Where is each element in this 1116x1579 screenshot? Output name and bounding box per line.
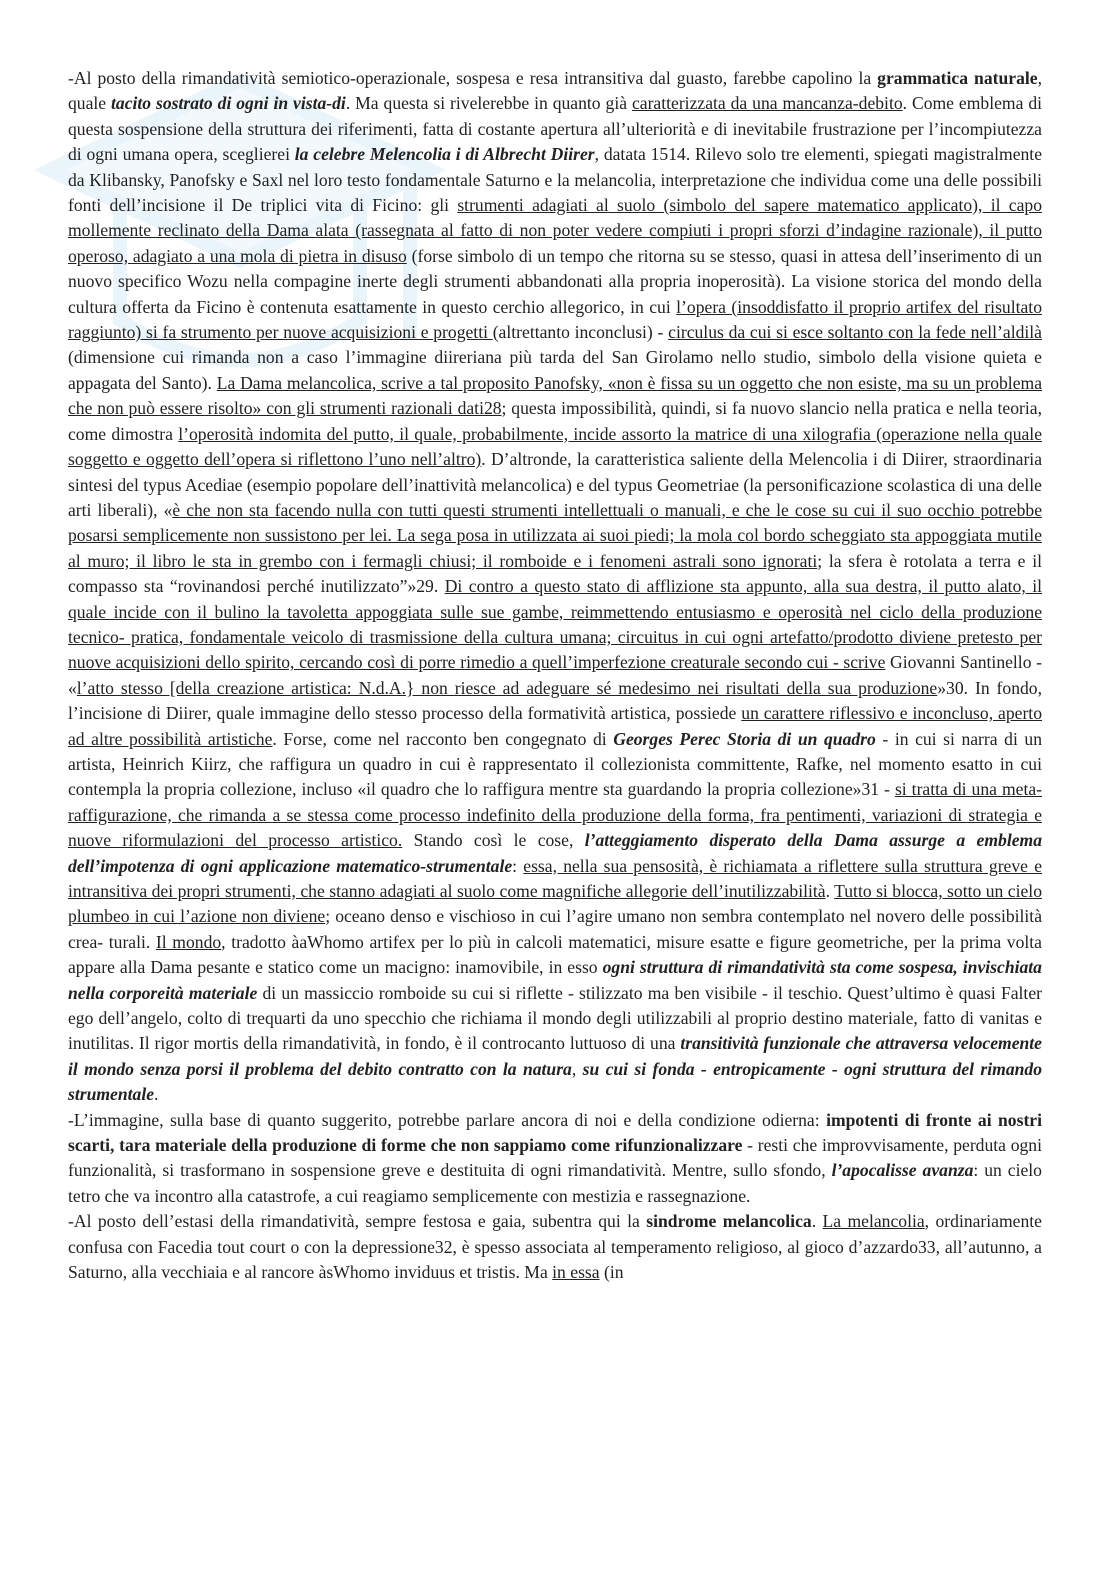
text-run: Georges Perec Storia di un quadro [613,728,876,749]
text-run: , quale [68,68,1042,114]
text-run: caratterizzata da una mancanza-debito [631,93,903,114]
text-run: la celebre Melencolia i di Albrecht Diirer [294,144,595,165]
text-run: (forse simbolo di un tempo che ritorna su se stesso, quasi in attesa dell’inserimento di un nuovo specifico Wozu nella compagine inerte degli strumenti abbandonati alla propria inoperosità). La visione storica del mondo della cultura offerta da Ficino è contenuta esattamente in questo cerchio allegorico, in cui [68,245,1042,317]
text-run: , tradotto àaWhomo artifex per lo più in calcoli matematici, misure esatte e figure geometriche, per la prima volta appare alla Dama pesante e statico come un macigno: inamovibile, in esso [68,931,1042,978]
text-run: strumenti adagiati al suolo (simbolo del sapere matematico applicato), il capo mollemente reclinato della Dama alata (rassegnata al fatto di non poter vedere compiuti i propri sforzi d’indagine razionale), il putto operoso, adagiato a una mola di pietra in disuso [68,195,1042,266]
text-run: . [154,1084,159,1105]
text-run: tacito sostrato di ogni in vista-di [111,93,346,114]
text-run: Il mondo [155,931,222,952]
text-run: , ordinariamente confusa con Facedia tout court o con la depressione32, è spesso associata al temperamento religioso, al gioco d’azzardo33, all’autunno, a Saturno, alla vecchiaia e al rancore àsWhomo inviduus et tristis. Ma [68,1211,1042,1283]
text-run: -L’immagine, sulla base di quanto suggerito, potrebbe parlare ancora di noi e della condizione odierna: [68,1109,827,1130]
text-run: ogni struttura di rimandatività sta come sospesa, invischiata nella corporeità materiale [68,957,1042,1003]
text-run: . Ma questa si rivelerebbe in quanto già [345,93,632,114]
text-run: La Dama melancolica, scrive a tal proposito Panofsky, «non è fissa su un oggetto che non esiste, ma su un problema che non può essere risolto» con gli strumenti razionali dati28 [68,372,1043,419]
text-run: l’apocalisse avanza [831,1160,974,1181]
text-run: è che non sta facendo nulla con tutti questi strumenti intellettuali o manuali, e che le cose su cui il suo occhio potrebbe posarsi semplicemente non sussistono per lei. La sega posa in utilizzata ai suoi piedi; la mola col bordo scheggiato sta appoggiata mutile al muro; il libro le sta in grembo con i fermagli chiusi; il romboide e i fenomeni astrali sono ignorati [68,499,1043,571]
text-run: grammatica naturale [877,68,1038,88]
paragraph [68,66,1042,1108]
paragraph [68,1108,1042,1210]
text-run: (dimensione cui rimanda non a caso l’immagine diireriana più tarda del San Girolamo nello studio, simbolo della visione quieta e appagata del Santo). [68,347,1042,393]
text-run: un carattere riflessivo e inconcluso, aperto ad altre possibilità artistiche [68,703,1042,749]
paragraph [68,1209,1042,1285]
text-run: l’atto stesso [della creazione artistica: N.d.A.} non riesce ad adeguare sé medesimo nei risultati della sua produzione [76,677,938,698]
text-run: -Al posto della rimandatività semiotico-operazionale, sospesa e resa intransitiva dal guasto, farebbe capolino la [68,68,878,88]
text-run: (altrettanto inconclusi) - [492,322,669,343]
text-run: : [512,855,524,876]
text-run: . D’altronde, la caratteristica saliente della Melencolia i di Diirer, straordinaria sintesi del typus Acediae (esempio popolare dell’inattività melancolica) e del typus Geometriae (la personificazione scolastica di una delle arti liberali), « [68,449,1043,520]
text-run: Tutto si blocca, sotto un cielo plumbeo in cui l’azione non diviene [68,881,1042,927]
text-run: ; la sfera è rotolata a terra e il compasso sta “rovinandosi perché inutilizzato”»29. [68,550,1042,597]
text-run: (in [599,1262,624,1283]
text-run: in essa [552,1262,600,1283]
document-body [68,66,1042,1286]
text-run: - resti che improvvisamente, perduta ogni funzionalità, si trasformano in sospensione greve e destituita di ogni rimandatività. Mentre, sullo sfondo, [68,1135,1042,1181]
text-run: Di contro a questo stato di afflizione sta appunto, alla sua destra, il putto alato, il quale incide con il bulino la tavoletta appoggiata sulle sue gambe, reimmettendo entusiasmo e operosità nel ciclo della produzione tecnico- pratica, fondamentale veicolo di trasmissione della cultura umana; circuitus in cui ogni artefatto/prodotto diviene pretesto per nuove acquisizioni dello spirito, cercando così di porre rimedio a quell’imperfezione creaturale secondo cui - scrive [68,576,1042,673]
text-run: . [811,1211,823,1232]
text-run: : un cielo tetro che va incontro alla catastrofe, a cui reagiamo semplicemente con mestizia e rassegnazione. [68,1160,1042,1206]
text-run: Giovanni Santinello - « [68,652,1042,698]
text-run: . Forse, come nel racconto ben congegnato di [272,728,614,749]
text-run: , [571,1058,583,1079]
text-run: ; oceano denso e vischioso in cui l’agire umano non sembra contemplato nel novero delle possibilità crea- turali. [68,906,1043,952]
text-run: impotenti di fronte ai nostri scarti, tara materiale della produzione di forme che non sappiamo come rifunzionalizzare [68,1109,1042,1156]
text-run: - in cui si narra di un artista, Heinrich Kiirz, che raffigura un quadro in cui è rappresentato il collezionista committente, Rafke, nel momento esatto in cui contempla la propria collezione, incluso «il quadro che lo raffigura mentre sta guardando la propria collezione»31 - [68,728,1043,800]
text-run: essa, nella sua pensosità, è richiamata a riflettere sulla struttura greve e intransitiva dei propri strumenti, che stanno adagiati al suolo come magnifiche allegorie dell’inutilizzabilità [68,855,1042,901]
text-run: . Come emblema di questa sospensione della struttura dei riferimenti, fatta di costante apertura all’ulteriorità e di inevitabile frustrazione per l’incompiutezza di ogni umana opera, sceglierei [68,93,1043,165]
text-run: La melancolia [822,1211,925,1232]
text-run: su cui si fonda - entropicamente - ogni struttura del rimando strumentale [68,1058,1043,1105]
text-run: -Al posto dell’estasi della rimandatività, sempre festosa e gaia, subentra qui la [68,1211,647,1232]
text-run: di un massiccio romboide su cui si riflette - stilizzato ma ben visibile - il teschio. Quest’ultimo è quasi Falter ego dell’angelo, colto di trequarti da uno specchio che richiama il mondo degli utilizzabili al proprio destino materiale, fatto di vanitas e inutilitas. Il rigor mortis della rimandatività, in fondo, è il controcanto luttuoso di una [68,982,1042,1054]
text-run: l’opera (insoddisfatto il proprio artifex del risultato raggiunto) si fa strumento per nuove acquisizioni e progetti [68,296,1042,343]
text-run: si tratta di una meta-raffigurazione, che rimanda a se stessa come processo indefinito della produzione della forma, fra pentimenti, variazioni di strategia e nuove riformulazioni del processo artistico. [68,779,1042,851]
text-run: . [825,881,835,901]
text-run: »30. In fondo, l’incisione di Diirer, quale immagine dello stesso processo della formatività artistica, possiede [68,677,1043,724]
text-run: ; questa impossibilità, quindi, si fa nuovo slancio nella pratica e nella teoria, come dimostra [68,398,1042,444]
text-run: transitività funzionale che attraversa velocemente il mondo senza porsi il problema del debito contratto con la natura [68,1033,1042,1079]
text-run: sindrome melancolica [646,1211,812,1232]
text-run: l’operosità indomita del putto, il quale, probabilmente, incide assorto la matrice di una xilografia (operazione nella quale soggetto e oggetto dell’opera si riflettono l’uno nell’altro) [68,423,1043,470]
text-run: , datata 1514. Rilevo solo tre elementi, spiegati magistralmente da Klibansky, Panofsky e Saxl nel loro testo fondamentale Saturno e la melancolia, interpretazione che individua come una delle possibili fonti dell’incisione il De triplici vita di Ficino: gli [68,144,1042,216]
text-run: l’atteggiamento disperato della Dama assurge a emblema dell’impotenza di ogni applicazione matematico-strumentale [68,830,1043,876]
text-run: Stando così le cose, [402,830,585,851]
text-run: circulus da cui si esce soltanto con la fede nell’aldilà [668,322,1042,343]
